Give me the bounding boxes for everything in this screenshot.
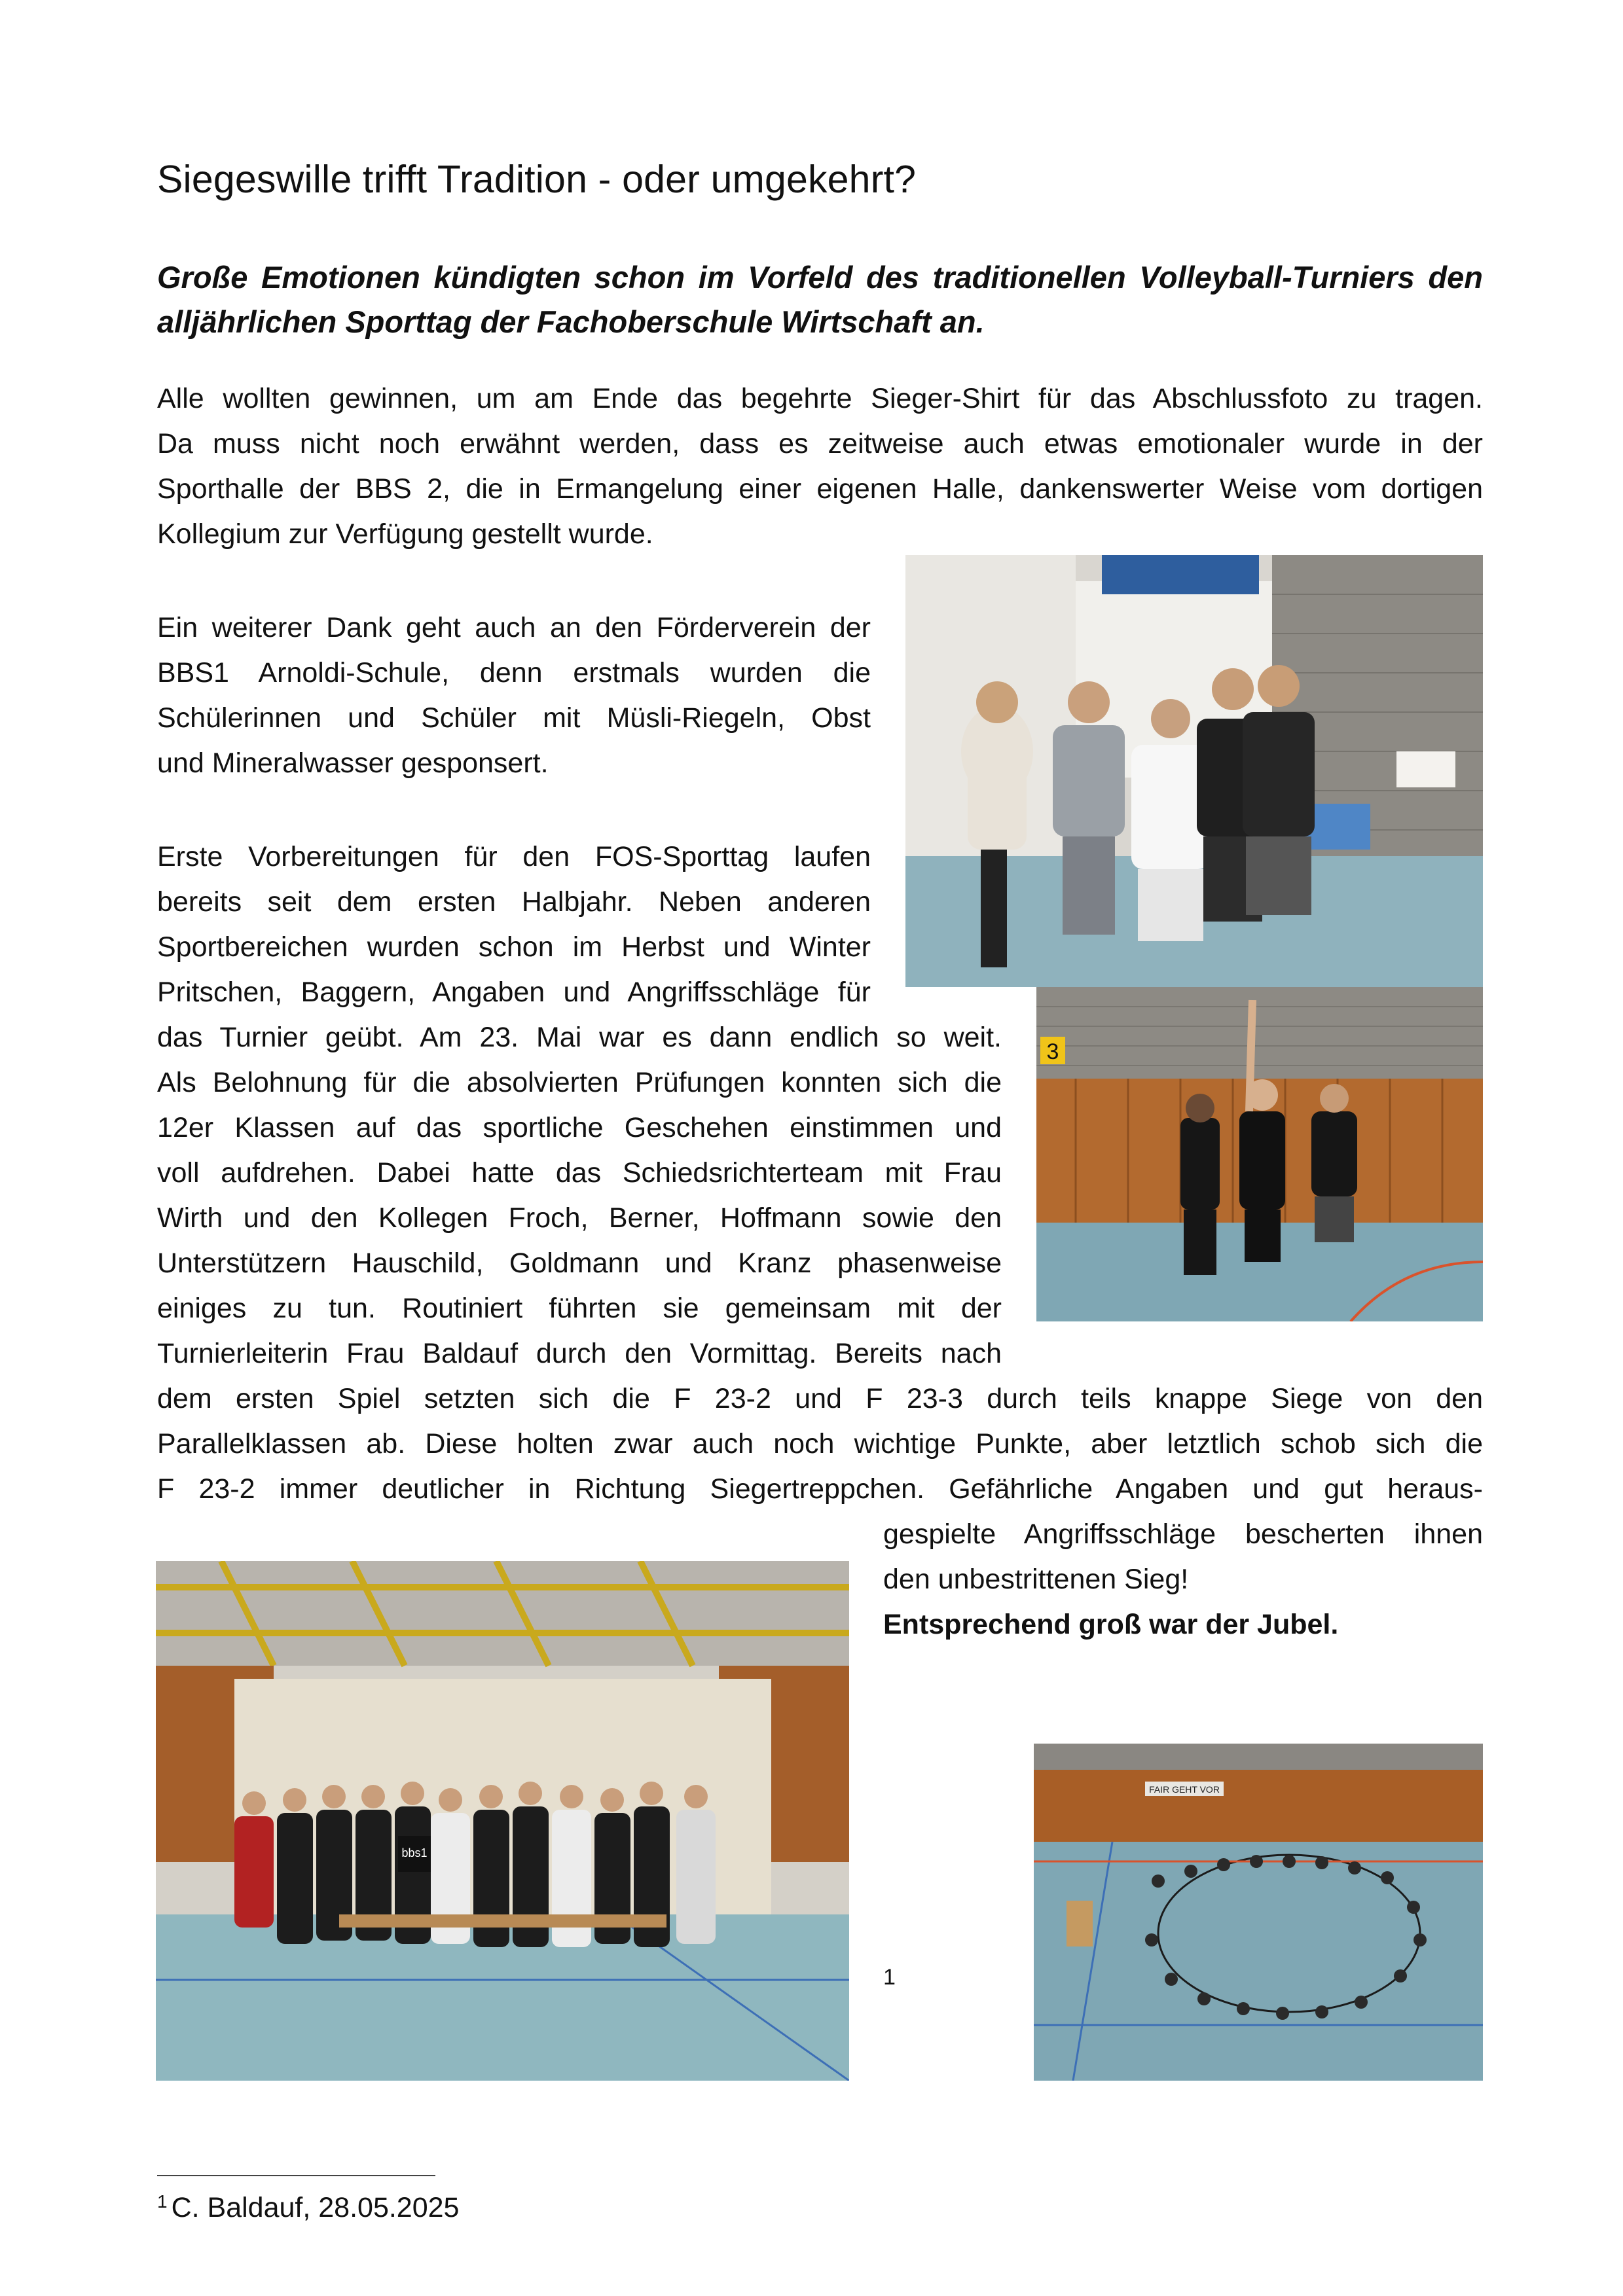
photo-student-circle bbox=[1034, 1744, 1483, 2081]
text-line: das Turnier geübt. Am 23. Mai war es dann endlich so weit. bbox=[157, 1022, 1002, 1053]
text-line: Pritschen, Baggern, Angaben und Angriffsschläge für bbox=[157, 977, 871, 1008]
text-line: Da muss nicht noch erwähnt werden, dass es zeitweise auch etwas emotionaler wurde in der bbox=[157, 428, 1483, 459]
footnote-text: C. Baldauf, 28.05.2025 bbox=[171, 2192, 460, 2223]
text-line: bereits seit dem ersten Halbjahr. Neben anderen bbox=[157, 886, 871, 918]
page-title: Siegeswille trifft Tradition - oder umgekehrt? bbox=[157, 158, 917, 201]
text-line: Sporthalle der BBS 2, die in Ermangelung einer eigenen Halle, dankenswerter Weise vom dortigen bbox=[157, 473, 1483, 505]
closing-line: Entsprechend groß war der Jubel. bbox=[883, 1609, 1339, 1640]
photo-celebration bbox=[1036, 987, 1483, 1321]
hall-banner: FAIR GEHT VOR bbox=[1149, 1784, 1220, 1795]
text-line: voll aufdrehen. Dabei hatte das Schiedsrichterteam mit Frau bbox=[157, 1157, 1002, 1189]
text-line: Unterstützern Hauschild, Goldmann und Kranz phasenweise bbox=[157, 1247, 1002, 1279]
photo-hallway-group bbox=[905, 555, 1483, 987]
text-line: 12er Klassen auf das sportliche Geschehen einstimmen und bbox=[157, 1112, 1002, 1143]
text-line: dem ersten Spiel setzten sich die F 23-2 und F 23-3 durch teils knappe Siege von den bbox=[157, 1383, 1483, 1414]
photo-winners-group bbox=[156, 1561, 849, 2081]
footnote-reference: 1 bbox=[883, 1965, 896, 1990]
text-line: F 23-2 immer deutlicher in Richtung Siegertreppchen. Gefährliche Angaben und gut heraus- bbox=[157, 1473, 1483, 1505]
text-line: Alle wollten gewinnen, um am Ende das begehrte Sieger-Shirt für das Abschlussfoto zu tragen. bbox=[157, 383, 1483, 414]
footnote-separator bbox=[157, 2175, 435, 2176]
text-line: Erste Vorbereitungen für den FOS-Sporttag laufen bbox=[157, 841, 871, 872]
text-line: Schülerinnen und Schüler mit Müsli-Riegeln, Obst bbox=[157, 702, 871, 734]
text-line: Kollegium zur Verfügung gestellt wurde. bbox=[157, 518, 653, 550]
footnote bbox=[157, 2191, 459, 2224]
text-line: Wirth und den Kollegen Froch, Berner, Hoffmann sowie den bbox=[157, 1202, 1002, 1234]
text-line: einiges zu tun. Routiniert führten sie gemeinsam mit der bbox=[157, 1293, 1002, 1324]
text-line: Parallelklassen ab. Diese holten zwar auch noch wichtige Punkte, aber letztlich schob sich die bbox=[157, 1428, 1483, 1460]
text-line: gespielte Angriffsschläge bescherten ihnen bbox=[883, 1518, 1483, 1550]
text-line: Sportbereichen wurden schon im Herbst und Winter bbox=[157, 931, 871, 963]
footnote-number: 1 bbox=[157, 2191, 168, 2212]
text-line: Turnierleiterin Frau Baldauf durch den Vormittag. Bereits nach bbox=[157, 1338, 1002, 1369]
text-line: den unbestrittenen Sieg! bbox=[883, 1564, 1189, 1595]
text-line: Ein weiterer Dank geht auch an den Förderverein der bbox=[157, 612, 871, 643]
text-line: und Mineralwasser gesponsert. bbox=[157, 747, 549, 779]
text-line: BBS1 Arnoldi-Schule, denn erstmals wurden die bbox=[157, 657, 871, 689]
shirt-print: bbs1 bbox=[401, 1846, 428, 1859]
text-line: Als Belohnung für die absolvierten Prüfungen konnten sich die bbox=[157, 1067, 1002, 1098]
hall-number-sign: 3 bbox=[1046, 1039, 1059, 1064]
article-subtitle: Große Emotionen kündigten schon im Vorfeld des traditionellen Volleyball-Turniers den alljährlichen Sporttag der Fachoberschule Wirtschaft an. bbox=[157, 260, 1483, 339]
